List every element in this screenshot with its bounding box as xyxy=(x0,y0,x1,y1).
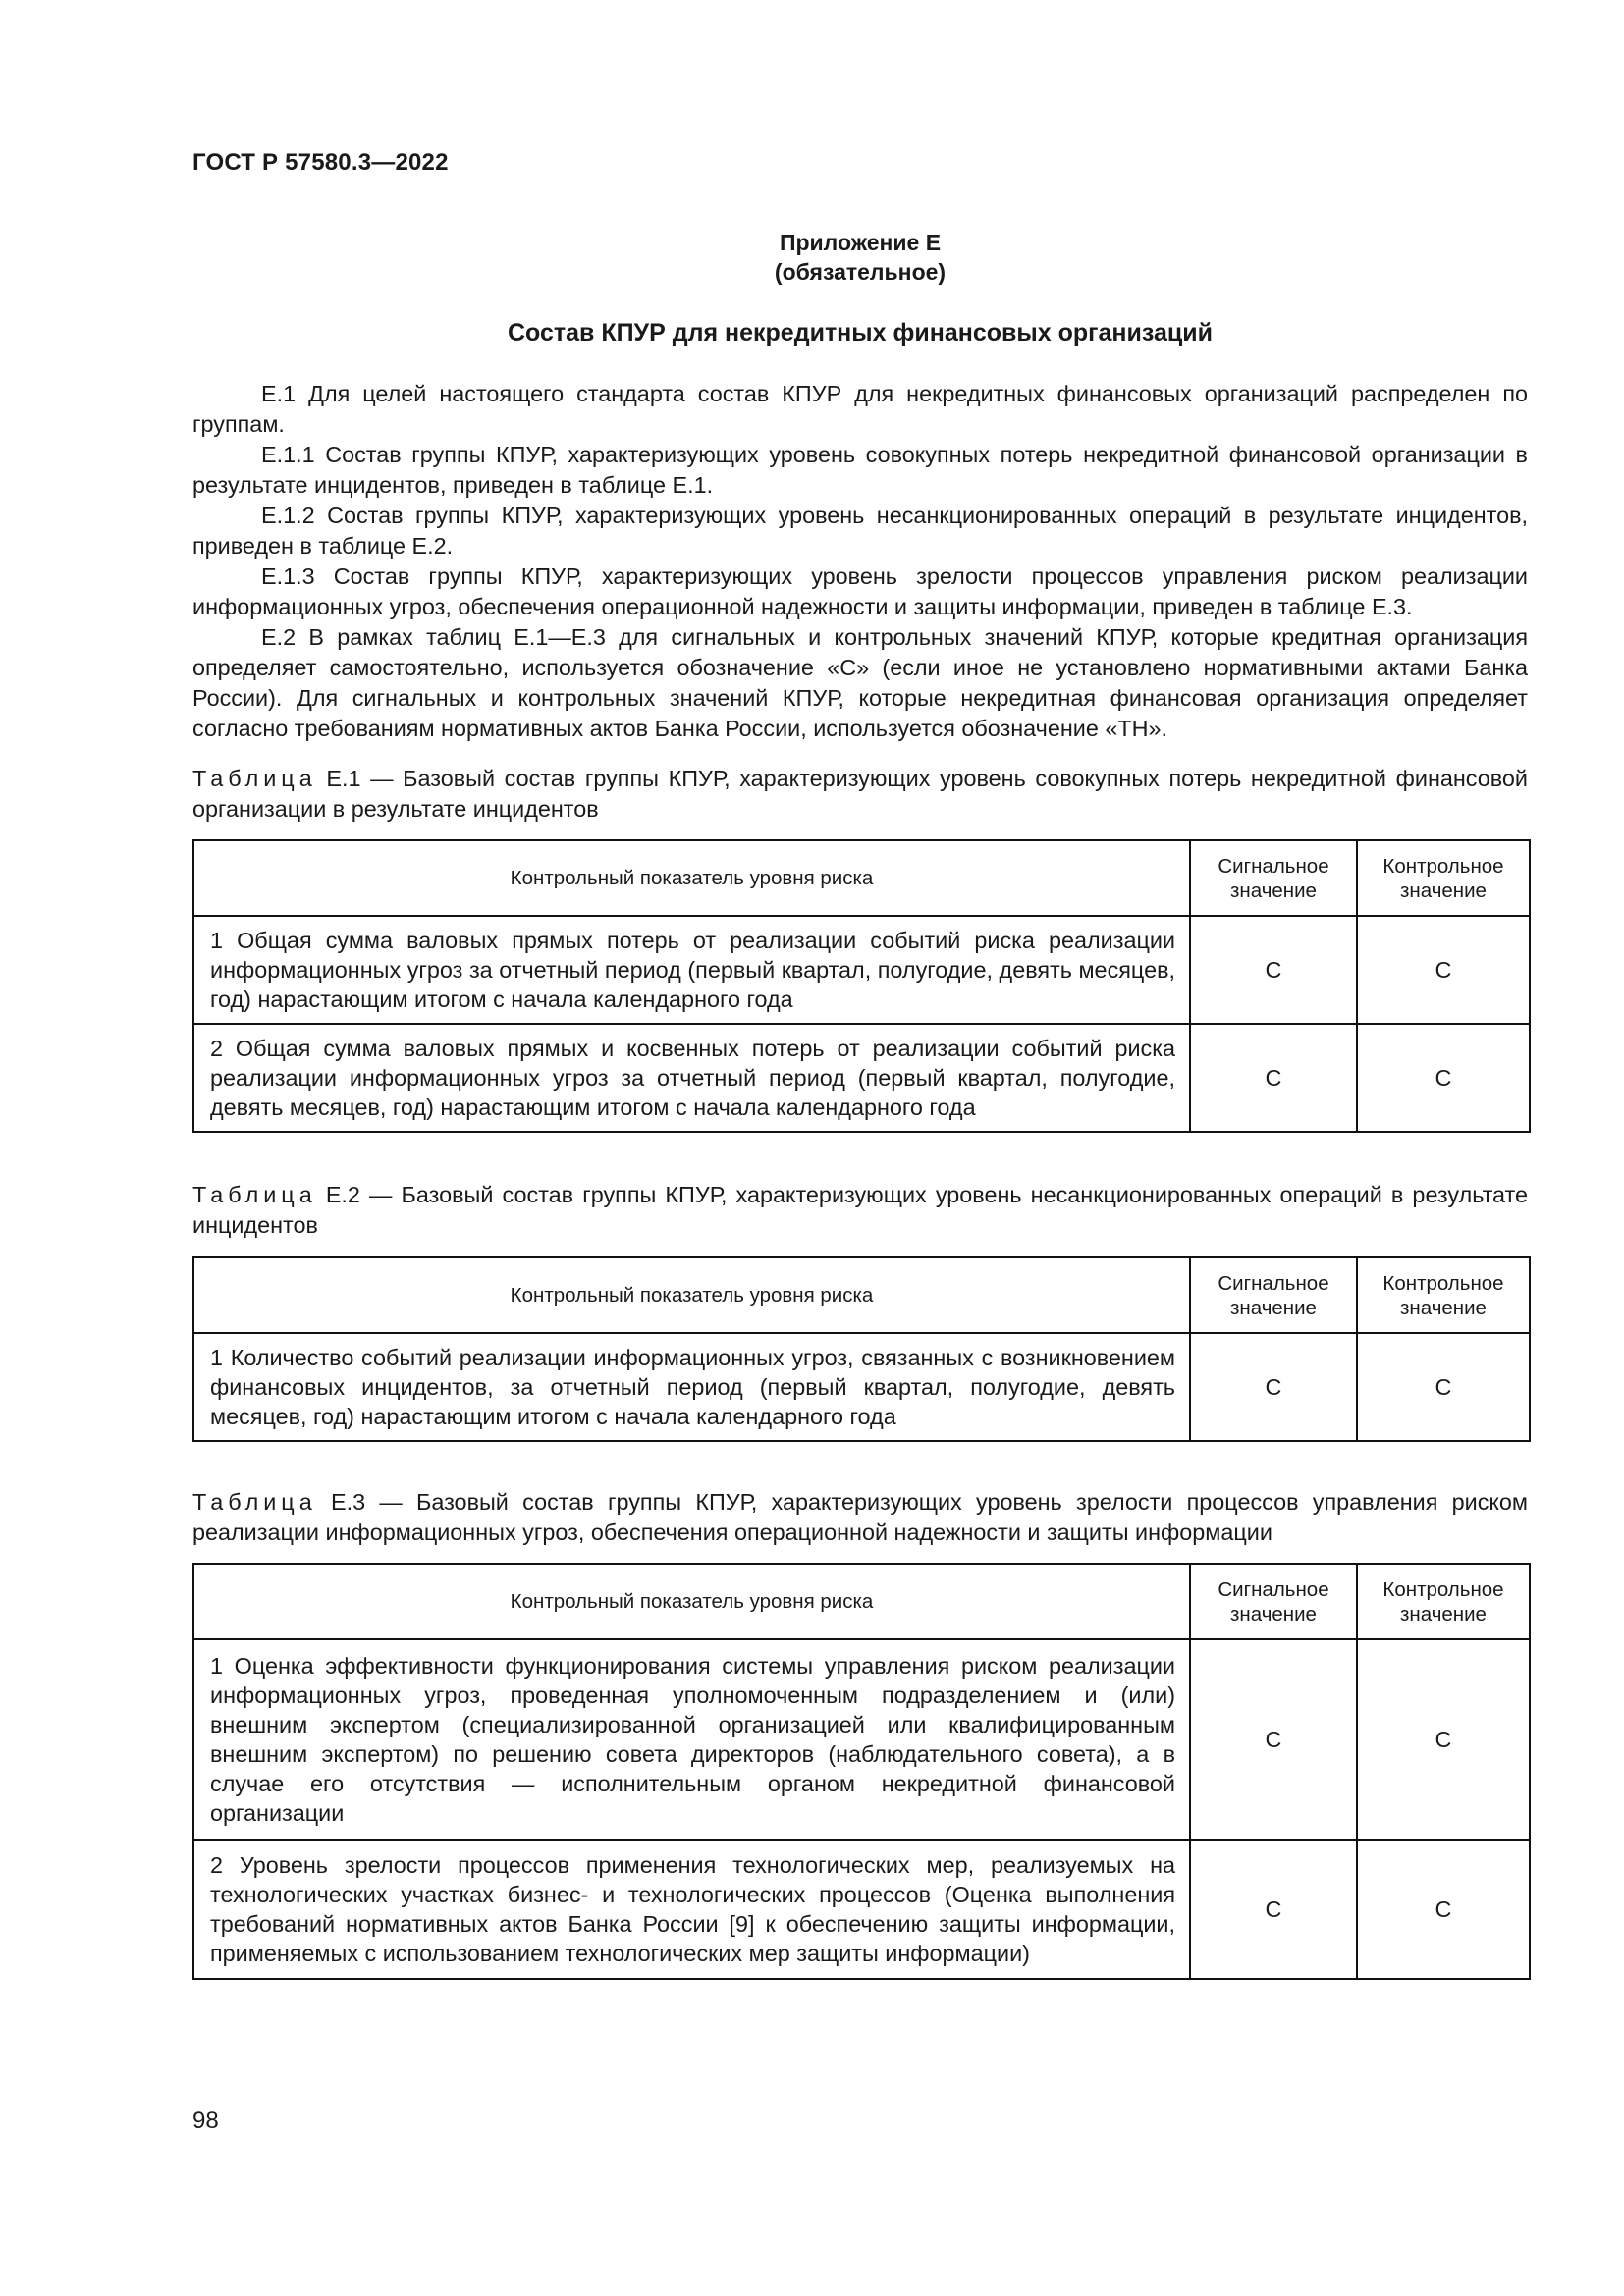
table-row xyxy=(193,1024,1530,1132)
table-label: Таблица xyxy=(192,766,317,791)
paragraph-e1: Е.1 Для целей настоящего стандарта состав КПУР для некредитных финансовых организаций распределен по группам. xyxy=(192,381,1528,437)
table-row xyxy=(193,916,1530,1024)
table-header-row xyxy=(193,1564,1530,1639)
column-header-indicator: Контрольный показатель уровня риска xyxy=(193,1257,1190,1333)
column-header-signal: Сигнальное значение xyxy=(1190,840,1357,916)
appendix-status: (обязательное) xyxy=(774,259,947,285)
control-value-cell: С xyxy=(1357,1639,1530,1840)
table-e2 xyxy=(192,1256,1531,1442)
column-header-indicator: Контрольный показатель уровня риска xyxy=(193,1564,1190,1639)
signal-value-cell: С xyxy=(1190,1333,1357,1441)
control-value-cell: С xyxy=(1357,1840,1530,1979)
indicator-cell: 1 Оценка эффективности функционирования системы управления риском реализации информационных угроз, проведенная уполномоченным подразделением и (или) внешним экспертом (специализированной организацией или квалифицированным внешним экспертом) по решению совета директоров (наблюдательного совета), а в случае его отсутствия — исполнительным органом некредитной финансовой организации xyxy=(193,1639,1190,1840)
table-e1 xyxy=(192,839,1531,1133)
paragraph-e1-3: Е.1.3 Состав группы КПУР, характеризующих уровень зрелости процессов управления риском реализации информационных угроз, обеспечения операционной надежности и защиты информации, приведен в таблице Е.3. xyxy=(192,563,1528,619)
appendix-title: Приложение Е xyxy=(779,230,942,255)
table-row xyxy=(193,1639,1530,1840)
indicator-cell: 2 Общая сумма валовых прямых и косвенных потерь от реализации событий риска реализации информационных угроз за отчетный период (первый квартал, полугодие, девять месяцев, год) нарастающим итогом с начала календарного года xyxy=(193,1024,1190,1132)
body-text xyxy=(192,379,1528,744)
table-row xyxy=(193,1840,1530,1979)
section-heading: Состав КПУР для некредитных финансовых организаций xyxy=(507,319,1214,347)
page-number: 98 xyxy=(192,2108,219,2134)
control-value-cell: С xyxy=(1357,1333,1530,1441)
table-row xyxy=(193,1333,1530,1441)
table-caption-text: Е.3 — Базовый состав группы КПУР, характеризующих уровень зрелости процессов управления риском реализации информационных угроз, обеспечения операционной надежности и защиты информации xyxy=(192,1489,1528,1545)
table-header-row xyxy=(193,840,1530,916)
control-value-cell: С xyxy=(1357,1024,1530,1132)
signal-value-cell: С xyxy=(1190,1024,1357,1132)
paragraph-e1-1: Е.1.1 Состав группы КПУР, характеризующих уровень совокупных потерь некредитной финансовой организации в результате инцидентов, приведен в таблице Е.1. xyxy=(192,442,1528,498)
paragraph-e1-2: Е.1.2 Состав группы КПУР, характеризующих уровень несанкционированных операций в результате инцидентов, приведен в таблице Е.2. xyxy=(192,503,1528,559)
signal-value-cell: С xyxy=(1190,1840,1357,1979)
column-header-control: Контрольное значение xyxy=(1357,1257,1530,1333)
indicator-cell: 2 Уровень зрелости процессов применения технологических мер, реализуемых на технологических участках бизнес- и технологических процессов (Оценка выполнения требований нормативных актов Банка России [9] к обеспечению защиты информации, применяемых с использованием технологических мер защиты информации) xyxy=(193,1840,1190,1979)
table-label: Таблица xyxy=(192,1489,317,1515)
table-caption xyxy=(192,764,1528,825)
column-header-control: Контрольное значение xyxy=(1357,840,1530,916)
signal-value-cell: С xyxy=(1190,1639,1357,1840)
column-header-signal: Сигнальное значение xyxy=(1190,1564,1357,1639)
indicator-cell: 1 Количество событий реализации информационных угроз, связанных с возникновением финансовых инцидентов, за отчетный период (первый квартал, полугодие, девять месяцев, год) нарастающим итогом с начала календарного года xyxy=(193,1333,1190,1441)
document-code: ГОСТ Р 57580.3—2022 xyxy=(192,149,449,176)
signal-value-cell: С xyxy=(1190,916,1357,1024)
table-header-row xyxy=(193,1257,1530,1333)
table-e3 xyxy=(192,1563,1531,1980)
column-header-indicator: Контрольный показатель уровня риска xyxy=(193,840,1190,916)
table-caption xyxy=(192,1487,1528,1548)
table-caption xyxy=(192,1180,1528,1241)
column-header-control: Контрольное значение xyxy=(1357,1564,1530,1639)
table-caption-text: Е.1 — Базовый состав группы КПУР, характеризующих уровень совокупных потерь некредитной финансовой организации в результате инцидентов xyxy=(192,766,1528,822)
column-header-signal: Сигнальное значение xyxy=(1190,1257,1357,1333)
paragraph-e2: Е.2 В рамках таблиц Е.1—Е.3 для сигнальных и контрольных значений КПУР, которые кредитная организация определяет самостоятельно, используется обозначение «С» (если иное не установлено нормативными актами Банка России). Для сигнальных и контрольных значений КПУР, которые некредитная финансовая организация определяет согласно требованиям нормативных актов Банка России, используется обозначение «ТН». xyxy=(192,624,1528,741)
table-label: Таблица xyxy=(192,1182,317,1207)
table-caption-text: Е.2 — Базовый состав группы КПУР, характеризующих уровень несанкционированных операций в результате инцидентов xyxy=(192,1182,1528,1238)
indicator-cell: 1 Общая сумма валовых прямых потерь от реализации событий риска реализации информационных угроз за отчетный период (первый квартал, полугодие, девять месяцев, год) нарастающим итогом с начала календарного года xyxy=(193,916,1190,1024)
control-value-cell: С xyxy=(1357,916,1530,1024)
